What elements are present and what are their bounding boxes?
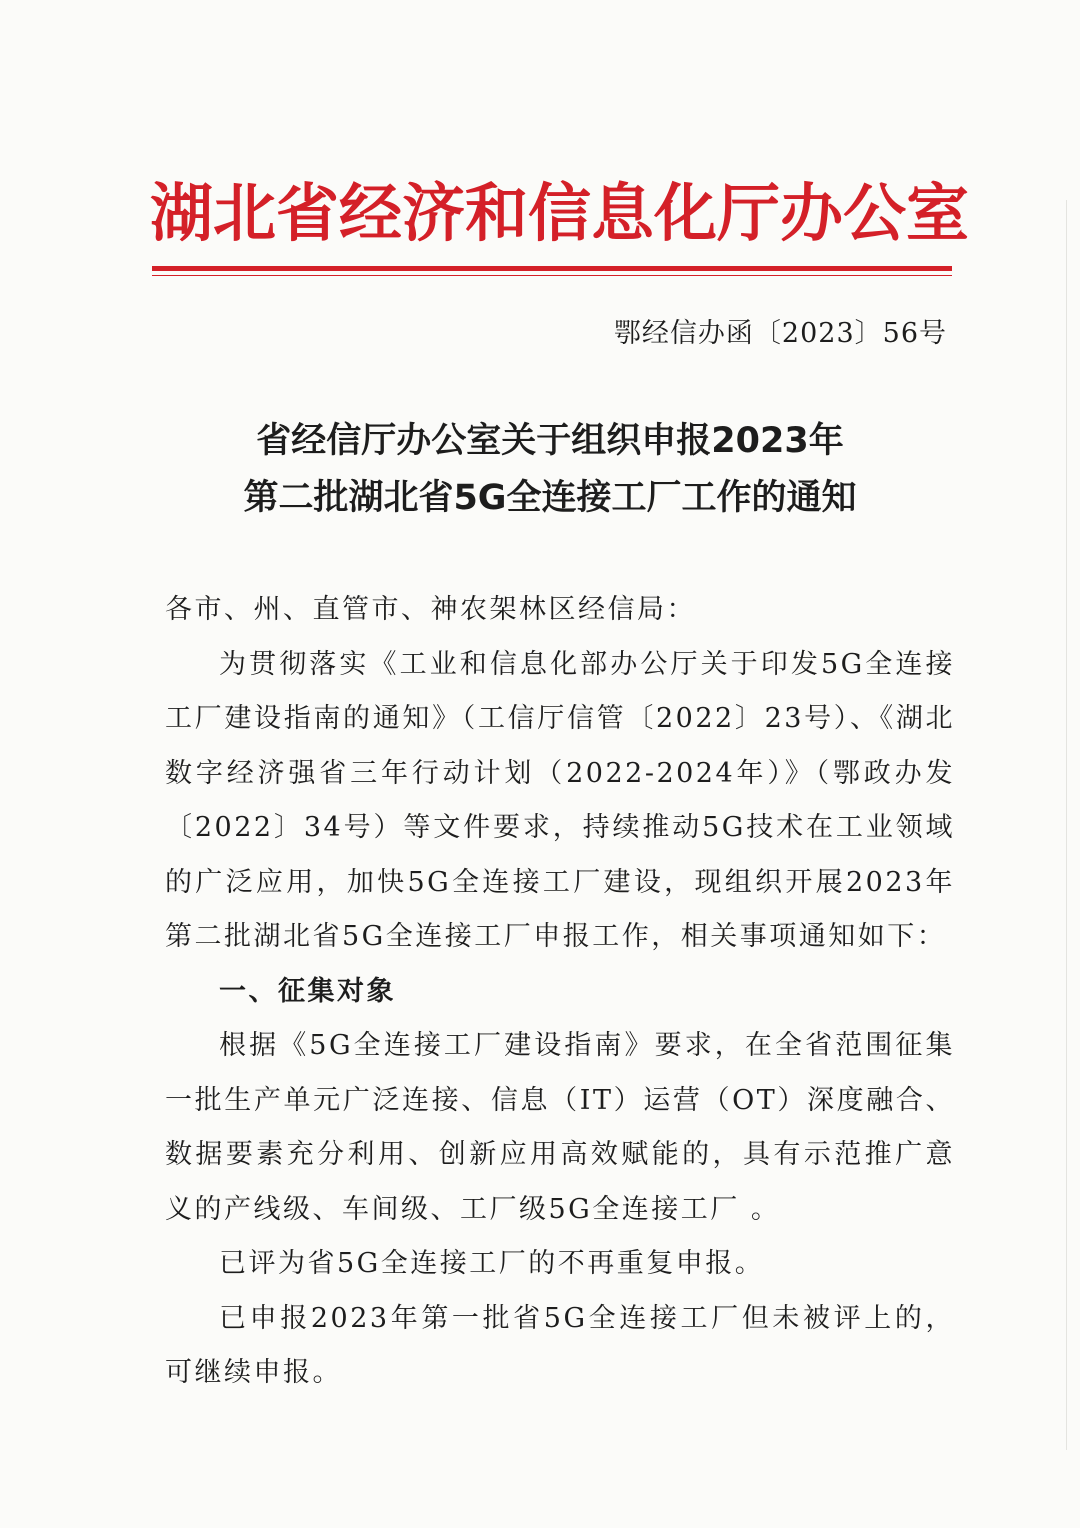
body-paragraph: 已申报2023年第一批省5G全连接工厂但未被评上的，可继续申报。 (165, 1302, 955, 1388)
document-title-line-1: 省经信厅办公室关于组织申报2023年 (256, 421, 844, 461)
section-heading: 一、征集对象 (219, 975, 396, 1007)
body-paragraph: 已评为省5G全连接工厂的不再重复申报。 (219, 1248, 765, 1279)
document-number: 鄂经信办函〔2023〕56号 (613, 318, 947, 349)
issuing-office-masthead: 湖北省经济和信息化厅办公室 (150, 177, 969, 250)
masthead-red-rule (152, 266, 952, 271)
masthead-red-thin-rule (152, 275, 952, 276)
document-body (165, 583, 955, 1401)
salutation: 各市、州、直管市、神农架林区经信局： (165, 594, 696, 625)
body-paragraph: 根据《5G全连接工厂建设指南》要求，在全省范围征集一批生产单元广泛连接、信息（IT）运营（OT）深度融合、数据要素充分利用、创新应用高效赋能的，具有示范推广意义的产线级、车间级、工厂级5G全连接工厂 。 (165, 1030, 955, 1225)
intro-paragraph: 为贯彻落实《工业和信息化部办公厅关于印发5G全连接工厂建设指南的通知》（工信厅信管〔2022〕23号）、《湖北数字经济强省三年行动计划（2022-2024年）》（鄂政办发〔2022〕34号）等文件要求，持续推动5G技术在工业领域的广泛应用，加快5G全连接工厂建设，现组织开展2023年第二批湖北省5G全连接工厂申报工作，相关事项通知如下： (165, 648, 955, 952)
scan-margin-line (1066, 200, 1067, 1450)
document-title-line-2: 第二批湖北省5G全连接工厂工作的通知 (243, 478, 857, 518)
